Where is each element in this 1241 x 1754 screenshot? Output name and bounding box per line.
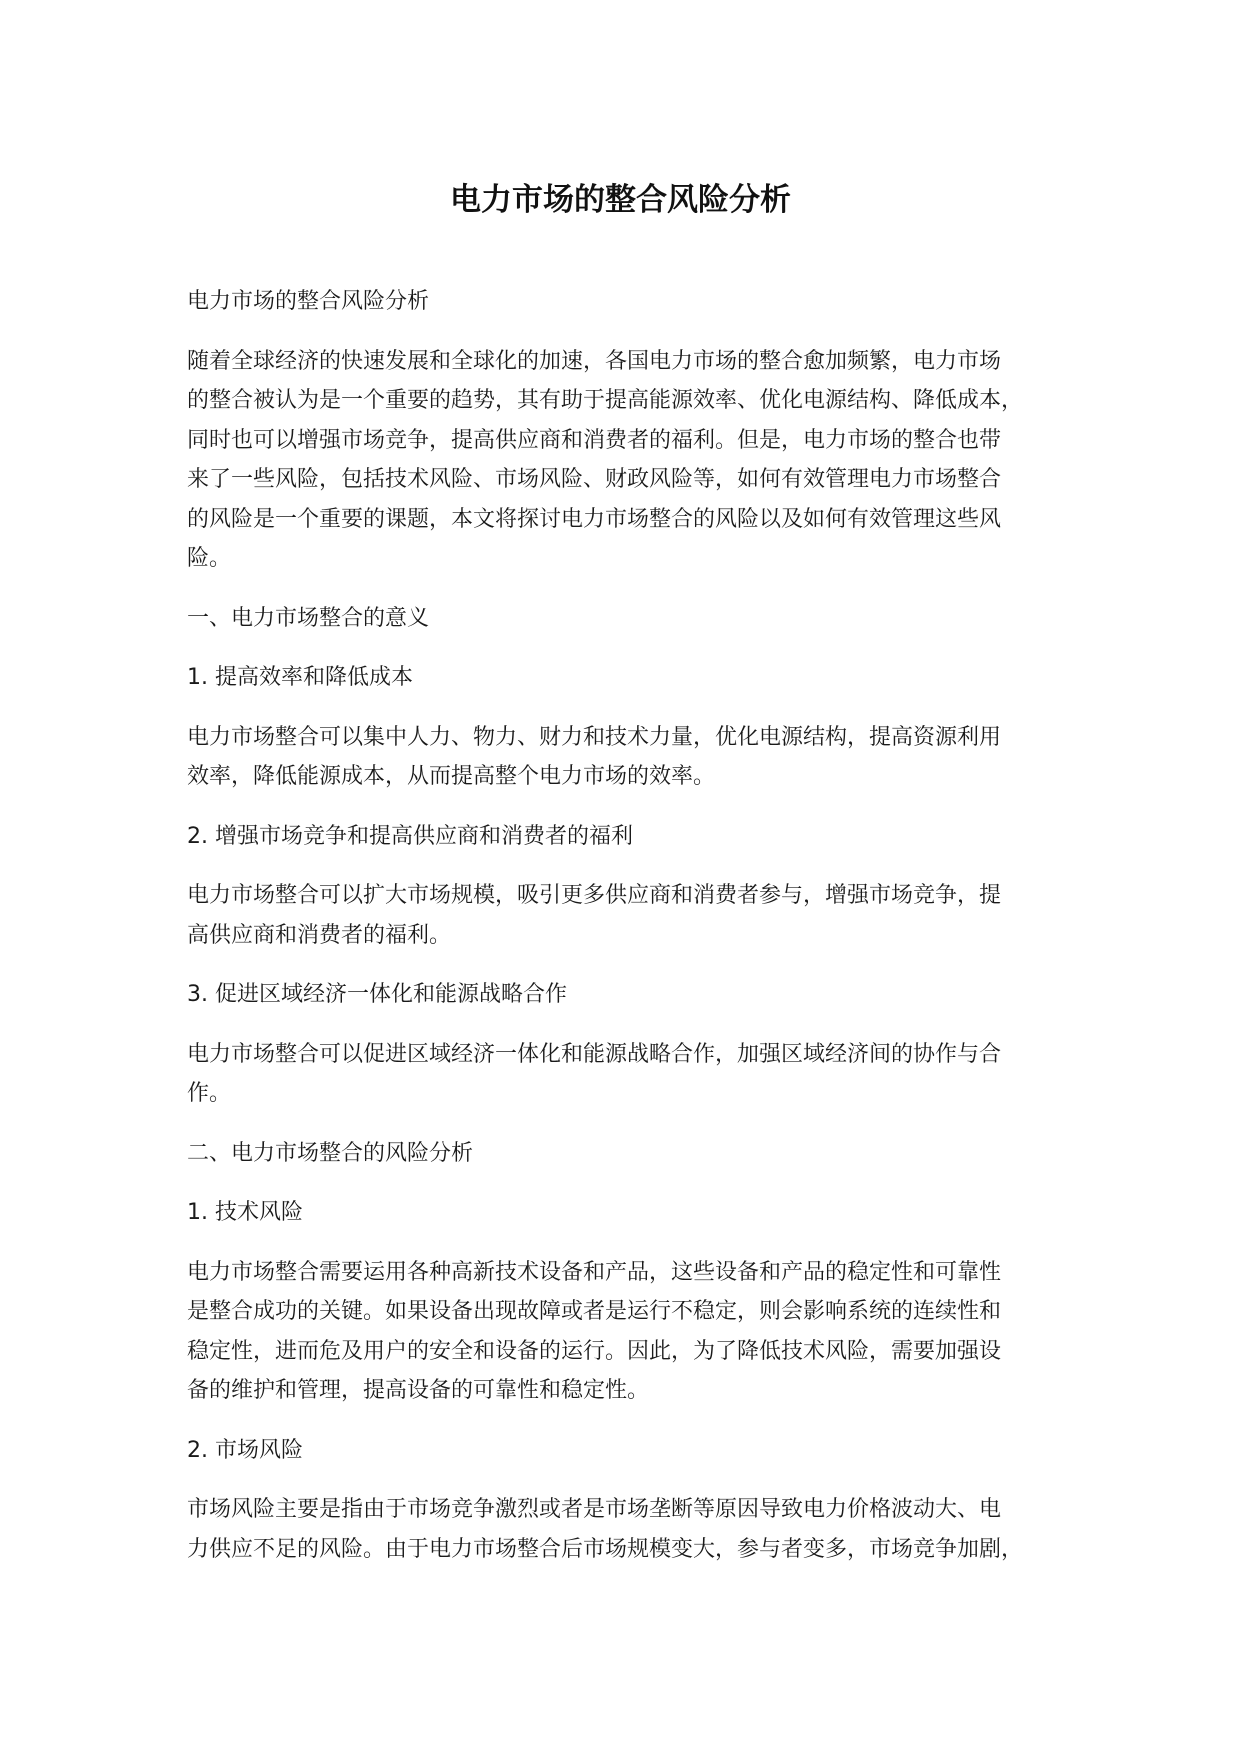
paragraph [187, 1490, 1077, 1569]
paragraph [187, 282, 1077, 322]
paragraph [187, 876, 1077, 955]
text-line: 电力市场整合可以促进区域经济一体化和能源战略合作，加强区域经济间的协作与合 [187, 1041, 1002, 1067]
subsection-heading [187, 817, 1077, 857]
document-body [187, 282, 1077, 1589]
text-line: 一、电力市场整合的意义 [187, 605, 430, 631]
text-line: 电力市场整合需要运用各种高新技术设备和产品，这些设备和产品的稳定性和可靠性 [187, 1259, 1002, 1285]
text-line: 1. 提高效率和降低成本 [187, 665, 413, 690]
text-line: 的整合被认为是一个重要的趋势，其有助于提高能源效率、优化电源结构、降低成本， [187, 388, 1024, 413]
paragraph [187, 718, 1077, 797]
document-title: 电力市场的整合风险分析 [450, 182, 791, 218]
text-line: 3. 促进区域经济一体化和能源战略合作 [187, 982, 567, 1007]
text-line: 备的维护和管理，提高设备的可靠性和稳定性。 [187, 1378, 650, 1403]
subsection-heading [187, 658, 1077, 698]
text-line: 是整合成功的关键。如果设备出现故障或者是运行不稳定，则会影响系统的连续性和 [187, 1299, 1002, 1324]
text-line: 力供应不足的风险。由于电力市场整合后市场规模变大，参与者变多，市场竞争加剧， [187, 1536, 1024, 1562]
text-line: 效率，降低能源成本，从而提高整个电力市场的效率。 [187, 764, 716, 789]
subsection-heading [187, 1193, 1077, 1233]
paragraph [187, 1035, 1077, 1114]
text-line: 同时也可以增强市场竞争，提高供应商和消费者的福利。但是，电力市场的整合也带 [187, 427, 1002, 453]
text-line: 险。 [187, 546, 232, 571]
text-line: 2. 市场风险 [187, 1437, 303, 1463]
text-line: 1. 技术风险 [187, 1200, 303, 1225]
section-heading [187, 1134, 1077, 1174]
text-line: 稳定性，进而危及用户的安全和设备的运行。因此，为了降低技术风险，需要加强设 [187, 1338, 1002, 1364]
text-line: 电力市场整合可以集中人力、物力、财力和技术力量，优化电源结构，提高资源利用 [187, 724, 1002, 750]
paragraph [187, 1253, 1077, 1411]
text-line: 随着全球经济的快速发展和全球化的加速，各国电力市场的整合愈加频繁，电力市场 [187, 348, 1002, 374]
text-line: 市场风险主要是指由于市场竞争激烈或者是市场垄断等原因导致电力价格波动大、电 [187, 1497, 1002, 1522]
text-line: 来了一些风险，包括技术风险、市场风险、财政风险等，如何有效管理电力市场整合 [187, 467, 1002, 492]
paragraph [187, 342, 1077, 579]
text-line: 高供应商和消费者的福利。 [187, 922, 452, 948]
section-heading [187, 599, 1077, 639]
text-line: 二、电力市场整合的风险分析 [187, 1140, 474, 1166]
subsection-heading [187, 1431, 1077, 1471]
text-line: 作。 [187, 1081, 232, 1106]
text-line: 电力市场的整合风险分析 [187, 289, 430, 314]
text-line: 电力市场整合可以扩大市场规模，吸引更多供应商和消费者参与，增强市场竞争，提 [187, 883, 1002, 908]
subsection-heading [187, 975, 1077, 1015]
text-line: 的风险是一个重要的课题，本文将探讨电力市场整合的风险以及如何有效管理这些风 [187, 506, 1002, 532]
text-line: 2. 增强市场竞争和提高供应商和消费者的福利 [187, 823, 633, 849]
